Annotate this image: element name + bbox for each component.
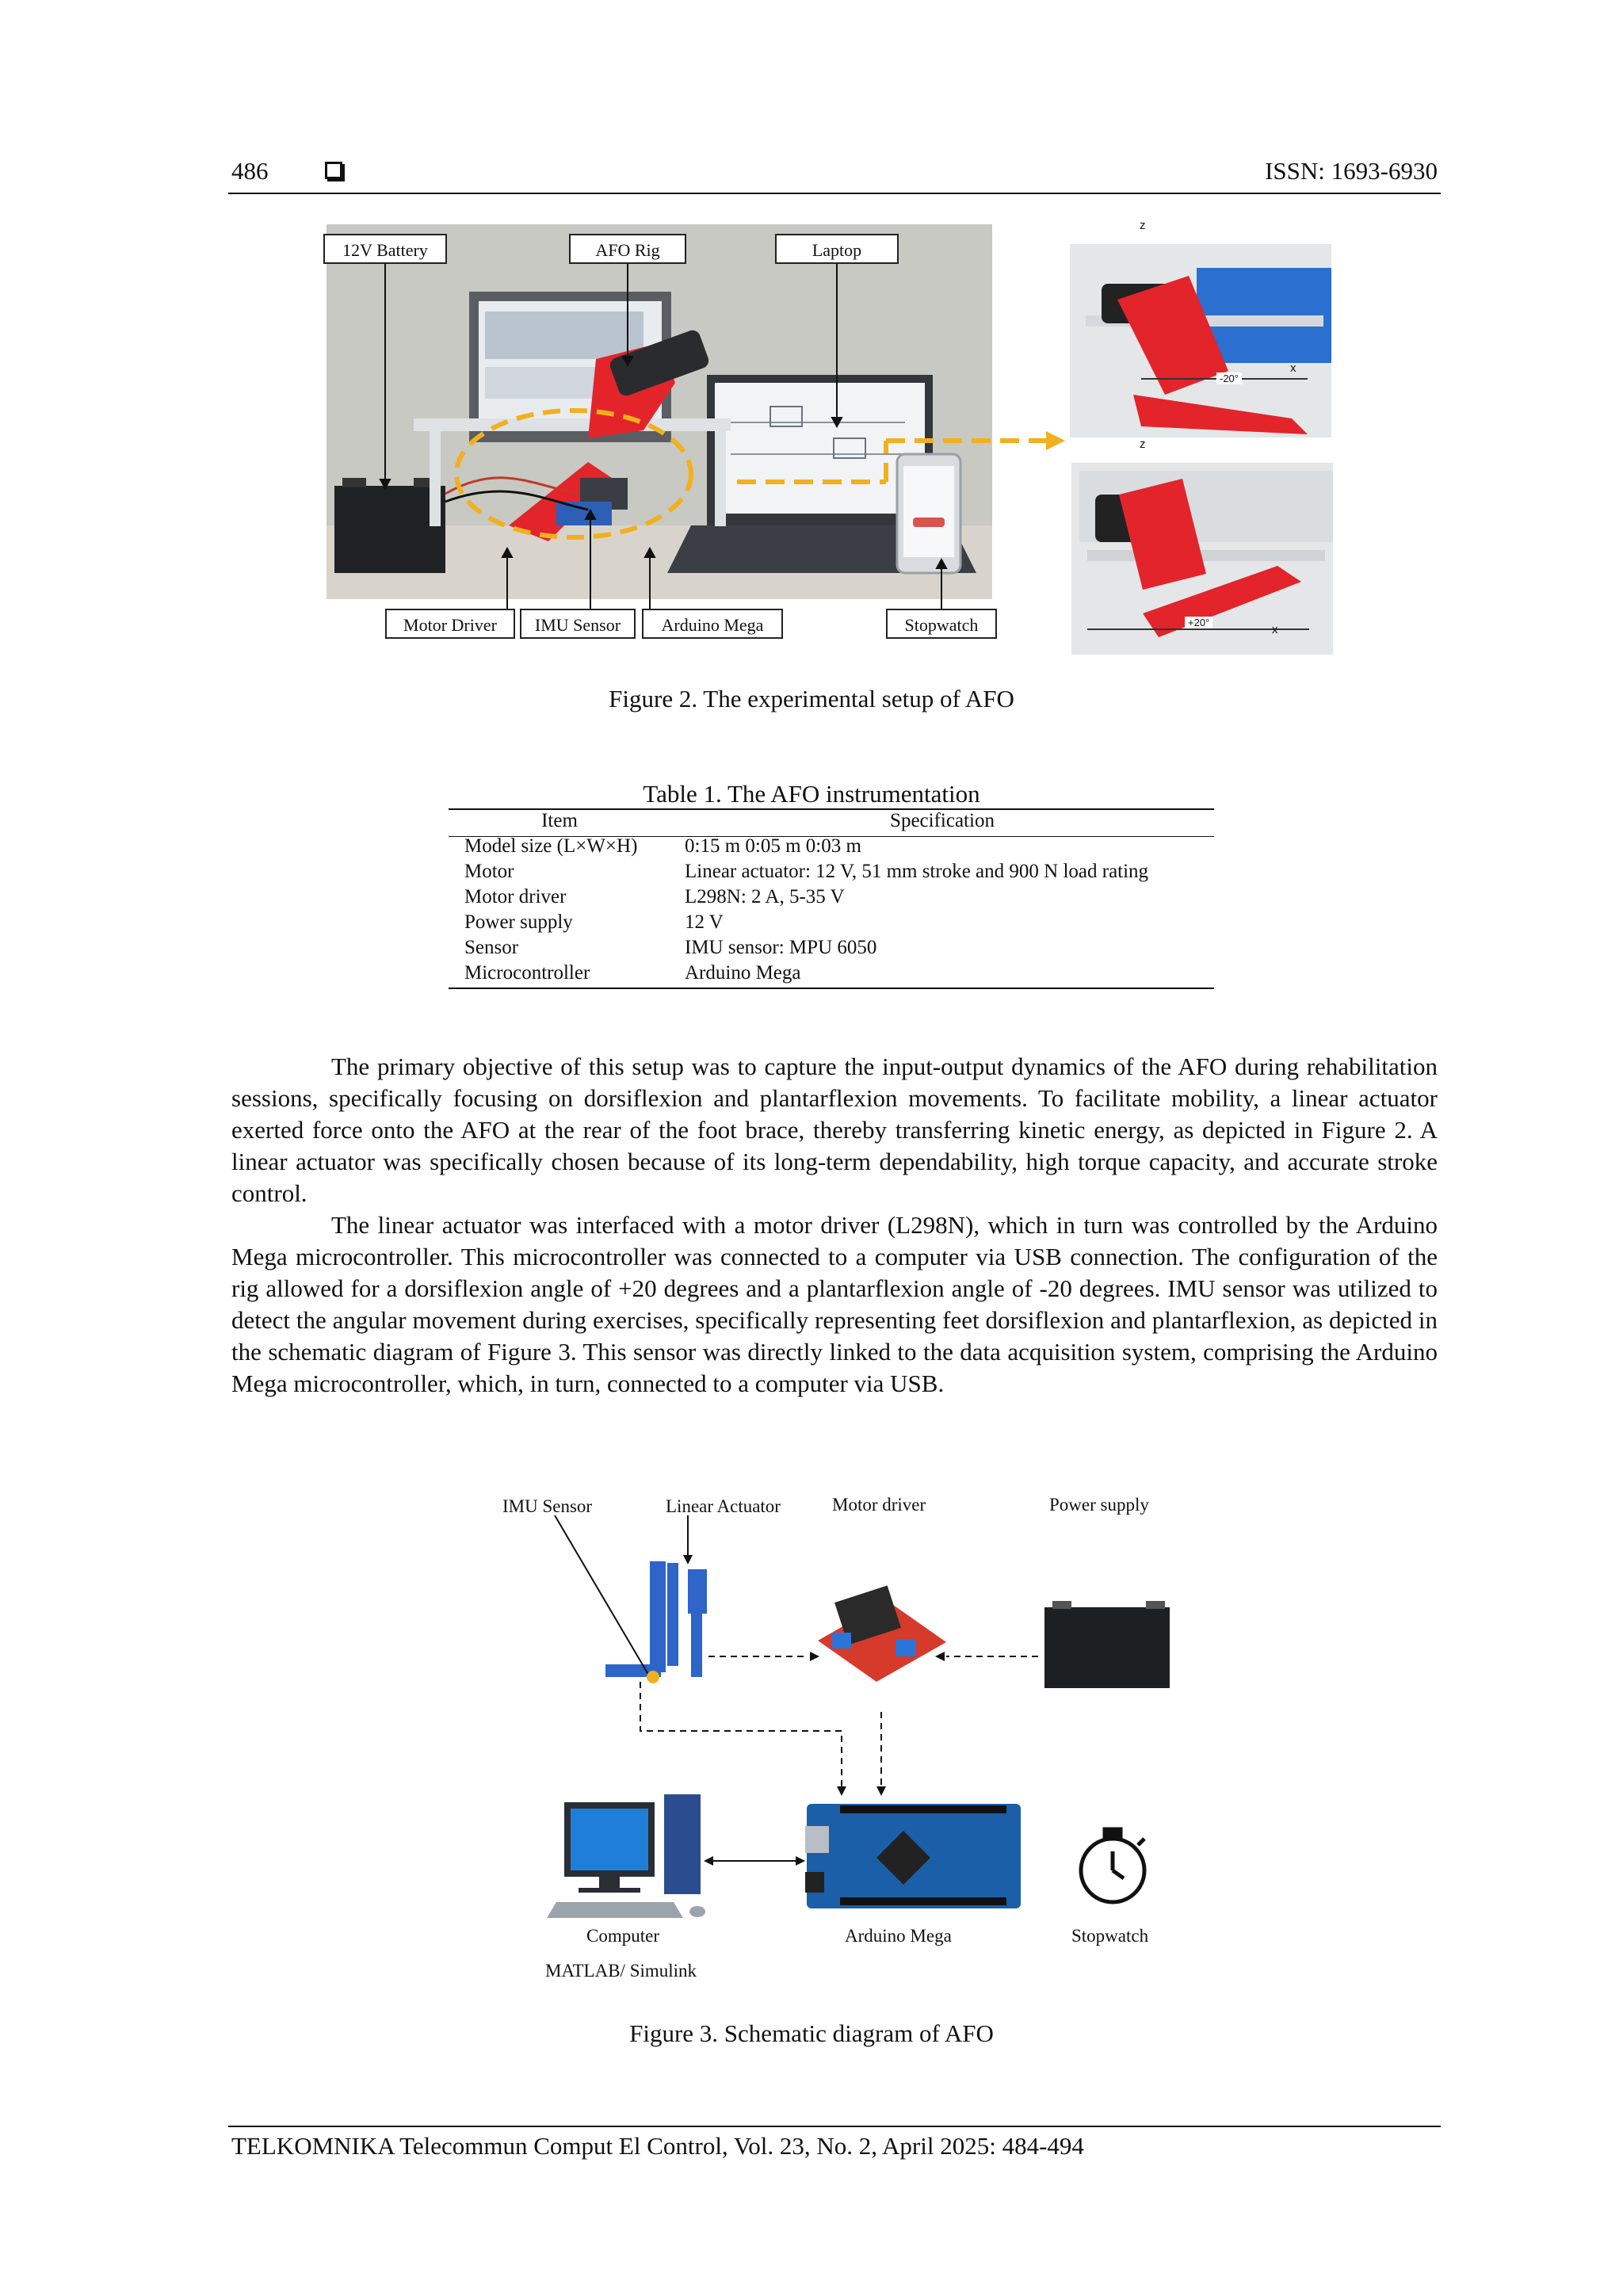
fig3-label-arduino-mega: Arduino Mega (845, 1926, 952, 1946)
angle-minus20: -20° (1216, 372, 1242, 384)
table-cell-spec: L298N: 2 A, 5-35 V (685, 886, 845, 907)
label-laptop: Laptop (775, 234, 899, 264)
afo-rig-icon (605, 1561, 707, 1677)
table-row (449, 835, 1214, 861)
table-header-row (449, 810, 1214, 835)
label-stopwatch: Stopwatch (886, 609, 997, 639)
axis-z-bottom: z (1140, 437, 1146, 451)
table-cell-spec: IMU sensor: MPU 6050 (685, 937, 877, 958)
table-cell-item: Microcontroller (464, 962, 590, 984)
table-cell-spec: 0:15 m 0:05 m 0:03 m (685, 835, 861, 857)
fig3-label-imu-sensor: IMU Sensor (502, 1496, 593, 1516)
label-12v-battery: 12V Battery (323, 234, 447, 264)
fig3-label-computer: Computer (586, 1926, 659, 1946)
axis-x-bottom: x (1272, 623, 1278, 636)
label-motor-driver: Motor Driver (385, 609, 515, 639)
fig3-label-motor-driver: Motor driver (832, 1495, 926, 1515)
paragraph-2: The linear actuator was interfaced with a motor driver (L298N), which in turn was controlled by the Arduino Mega microcontroller. This microcontroller was connected to a computer via USB connection. The configuration of the rig allowed for a dorsiflexion angle of +20 degrees and a plantarflexion angle of -20 degrees. IMU sensor was utilized to detect the angular movement during exercises, specifically representing feet dorsiflexion and plantarflexion, as depicted in the schematic diagram of Figure 3. This sensor was directly linked to the data acquisition system, comprising the Arduino Mega microcontroller, which, in turn, connected to a computer via USB. (231, 1211, 1438, 1397)
header-item: Item (541, 810, 578, 831)
afo-minus20-illustration (1070, 244, 1331, 437)
table-cell-spec: 12 V (685, 911, 724, 933)
table-row (449, 861, 1214, 886)
figure3-caption: Figure 3. Schematic diagram of AFO (629, 2019, 994, 2047)
axis-x-top: x (1290, 361, 1296, 375)
fig3-label-power-supply: Power supply (1049, 1495, 1149, 1515)
issn: ISSN: 1693-6930 (1265, 157, 1438, 185)
table-bottom-rule (449, 988, 1214, 989)
figure3-schematic (0, 1506, 1623, 1950)
table-row (449, 937, 1214, 962)
paragraph-1: The primary objective of this setup was to capture the input-output dynamics of the AFO during rehabilitation sessions, specifically focusing on dorsiflexion and plantarflexion movements. To facilitate mobility, a linear actuator exerted force onto the AFO at the rear of the foot brace, thereby transferring kinetic energy, as depicted in Figure 2. A linear actuator was specifically chosen because of its long-term dependability, high torque capacity, and accurate stroke control. (231, 1052, 1438, 1207)
table-row (449, 911, 1214, 937)
table-cell-item: Motor (464, 861, 514, 882)
table-cell-item: Motor driver (464, 886, 567, 907)
arduino-mega-icon (805, 1804, 1021, 1908)
label-arduino-mega: Arduino Mega (642, 609, 783, 639)
imu-sensor-dot (647, 1671, 659, 1683)
table-cell-item: Model size (L×W×H) (464, 835, 638, 857)
table1-caption: Table 1. The AFO instrumentation (643, 780, 980, 808)
axis-z-top: z (1140, 219, 1146, 232)
stopwatch-icon (1081, 1829, 1144, 1902)
page-number: 486 (231, 157, 269, 185)
angle-plus20: +20° (1185, 617, 1212, 628)
fig3-label-stopwatch: Stopwatch (1071, 1926, 1149, 1946)
label-imu-sensor: IMU Sensor (520, 609, 636, 639)
battery-icon (1044, 1601, 1170, 1688)
motor-driver-icon (818, 1586, 946, 1682)
fig3-label-matlab: MATLAB/ Simulink (545, 1961, 697, 1981)
figure2-caption: Figure 2. The experimental setup of AFO (609, 685, 1014, 712)
table-row (449, 886, 1214, 911)
header-specification: Specification (890, 810, 995, 831)
body-text (231, 1051, 1438, 1400)
table-cell-spec: Arduino Mega (685, 962, 801, 984)
footer-rule (228, 2126, 1441, 2127)
table-cell-item: Sensor (464, 937, 519, 958)
table-cell-item: Power supply (464, 911, 573, 933)
table-row (449, 962, 1214, 988)
figure2-plantarflexion-photo (1070, 244, 1331, 437)
computer-icon (547, 1794, 705, 1918)
label-afo-rig: AFO Rig (569, 234, 686, 264)
figure2-leader-lines (0, 0, 1623, 713)
table-cell-spec: Linear actuator: 12 V, 51 mm stroke and 900 N load rating (685, 861, 1149, 882)
footer-text: TELKOMNIKA Telecommun Comput El Control, Vol. 23, No. 2, April 2025: 484-494 (231, 2132, 1084, 2160)
fig3-label-linear-actuator: Linear Actuator (666, 1496, 781, 1516)
